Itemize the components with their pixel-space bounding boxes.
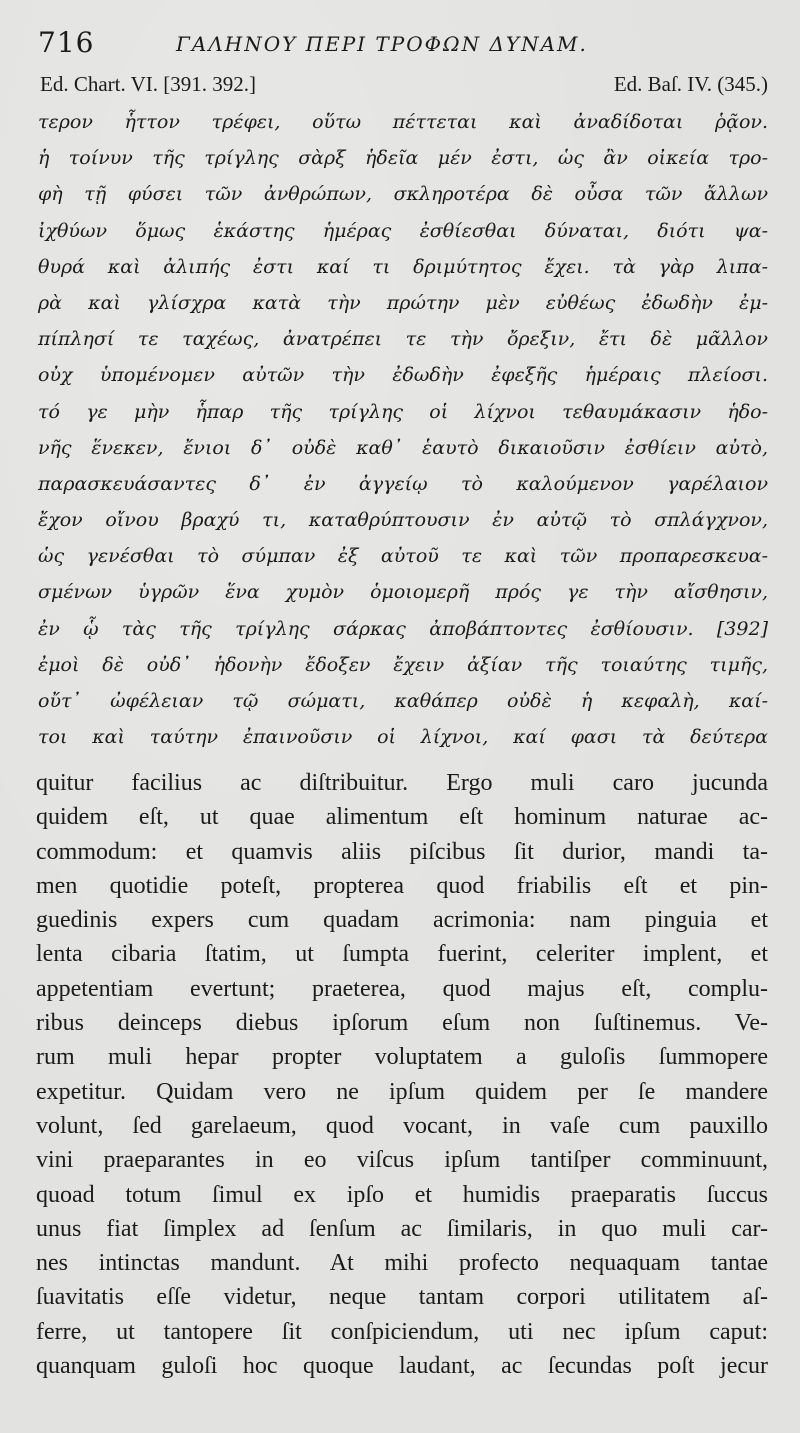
latin-line: quitur facilius ac diſtribuitur. Ergo muli caro jucunda: [36, 770, 768, 796]
greek-line: τό γε μὴν ἧπαρ τῆς τρίγλης οἱ λίχνοι τεθαυμάκασιν ἡδο-: [38, 400, 768, 423]
latin-line: quanquam guloſi hoc quoque laudant, ac ſecundas poſt jecur: [36, 1353, 768, 1380]
greek-line: σμένων ὑγρῶν ἕνα χυμὸν ὁμοιομερῆ πρός γε τὴν αἴσθησιν,: [38, 581, 768, 604]
greek-line: ἔχον οἴνου βραχύ τι, καταθρύπτουσιν ἐν αὐτῷ τὸ σπλάγχνον,: [38, 509, 768, 532]
greek-line: φὴ τῇ φύσει τῶν ἀνθρώπων, σκληροτέρα δὲ οὖσα τῶν ἄλλων: [38, 183, 768, 206]
greek-line: ἡ τοίνυν τῆς τρίγλης σὰρξ ἡδεῖα μέν ἐστι, ὡς ἂν οἰκεία τρο-: [38, 147, 768, 170]
latin-line: expetitur. Quidam vero ne ipſum quidem per ſe mandere: [36, 1078, 768, 1105]
greek-line: ρὰ καὶ γλίσχρα κατὰ τὴν πρώτην μὲν εὐθέως ἐδωδὴν ἐμ-: [38, 291, 768, 314]
latin-line: men quotidie poteſt, propterea quod friabilis eſt et pin-: [36, 872, 768, 899]
latin-line: vini praeparantes in eo viſcus ipſum tantiſper comminuunt,: [36, 1147, 768, 1174]
latin-line: guedinis expers cum quadam acrimonia: nam pinguia et: [36, 907, 768, 934]
greek-line: ἐν ᾧ τὰς τῆς τρίγλης σάρκας ἀποβάπτοντες ἐσθίουσιν. [392]: [38, 617, 768, 640]
latin-text-block: [36, 766, 768, 1383]
greek-line: τοι καὶ ταύτην ἐπαινοῦσιν οἱ λίχνοι, καί φασι τὰ δεύτερα: [38, 726, 768, 749]
running-head: [38, 26, 768, 62]
latin-line: ſuavitatis eſſe videtur, neque tantam corpori utilitatem aſ-: [36, 1284, 768, 1311]
greek-line: ὡς γενέσθαι τὸ σύμπαν ἐξ αὐτοῦ τε καὶ τῶν προπαρεσκευα-: [38, 545, 768, 568]
latin-line: volunt, ſed garelaeum, quod vocant, in vaſe cum pauxillo: [36, 1112, 768, 1139]
latin-line: ferre, ut tantopere ſit conſpiciendum, uti nec ipſum caput:: [36, 1318, 768, 1345]
greek-line: ἰχθύων ὅμως ἑκάστης ἡμέρας ἐσθίεσθαι δύναται, διότι ψα-: [38, 219, 768, 242]
greek-line: νῆς ἕνεκεν, ἔνιοι δ᾽ οὐδὲ καθ᾽ ἑαυτὸ δικαιοῦσιν ἐσθίειν αὐτὸ,: [38, 436, 768, 459]
greek-line: πίπλησί τε ταχέως, ἀνατρέπει τε τὴν ὄρεξιν, ἔτι δὲ μᾶλλον: [38, 328, 768, 351]
latin-line: quidem eſt, ut quae alimentum eſt hominum naturae ac-: [36, 804, 768, 831]
greek-line: οὔτ᾽ ὠφέλειαν τῷ σώματι, καθάπερ οὐδὲ ἡ κεφαλὴ, καί-: [38, 690, 768, 712]
latin-line: nes intinctas mandunt. At mihi profecto nequaquam tantae: [36, 1250, 768, 1277]
greek-line: παρασκευάσαντες δ᾽ ἐν ἀγγείῳ τὸ καλούμενον γαρέλαιον: [38, 472, 768, 495]
latin-line: lenta cibaria ſtatim, ut ſumpta fuerint, celeriter implent, et: [36, 941, 768, 968]
edition-reference-line: [40, 72, 768, 102]
running-title: ΓΑΛΗΝΟΥ ΠΕΡΙ ΤΡΟΦΩΝ ΔΥΝΑΜ.: [176, 32, 588, 56]
greek-line: οὐχ ὑπομένομεν αὐτῶν τὴν ἐδωδὴν ἐφεξῆς ἡμέραις πλείοσι.: [38, 364, 768, 387]
greek-line: ἐμοὶ δὲ οὐδ᾽ ἡδονὴν ἔδοξεν ἔχειν ἀξίαν τῆς τοιαύτης τιμῆς,: [38, 653, 768, 676]
edition-reference-chartier: Ed. Chart. VI. [391. 392.]: [40, 72, 256, 96]
latin-line: unus fiat ſimplex ad ſenſum ac ſimilaris, in quo muli car-: [36, 1215, 768, 1242]
latin-line: ribus deinceps diebus ipſorum eſum non ſuſtinemus. Ve-: [36, 1010, 768, 1037]
greek-text-block: [38, 104, 768, 755]
latin-line: quoad totum ſimul ex ipſo et humidis praeparatis ſuccus: [36, 1181, 768, 1208]
latin-line: appetentiam evertunt; praeterea, quod majus eſt, complu-: [36, 975, 768, 1002]
page-number: 716: [38, 26, 95, 59]
greek-line: τερον ἧττον τρέφει, οὕτω πέττεται καὶ ἀναδίδοται ῥᾷον.: [38, 111, 768, 133]
latin-line: commodum: et quamvis aliis piſcibus ſit durior, mandi ta-: [36, 838, 768, 865]
latin-line: rum muli hepar propter voluptatem a guloſis ſummopere: [36, 1044, 768, 1071]
edition-reference-basel: Ed. Baſ. IV. (345.): [613, 72, 768, 96]
greek-line: θυρά καὶ ἀλιπής ἐστι καί τι δριμύτητος ἔχει. τὰ γὰρ λιπα-: [38, 255, 768, 278]
